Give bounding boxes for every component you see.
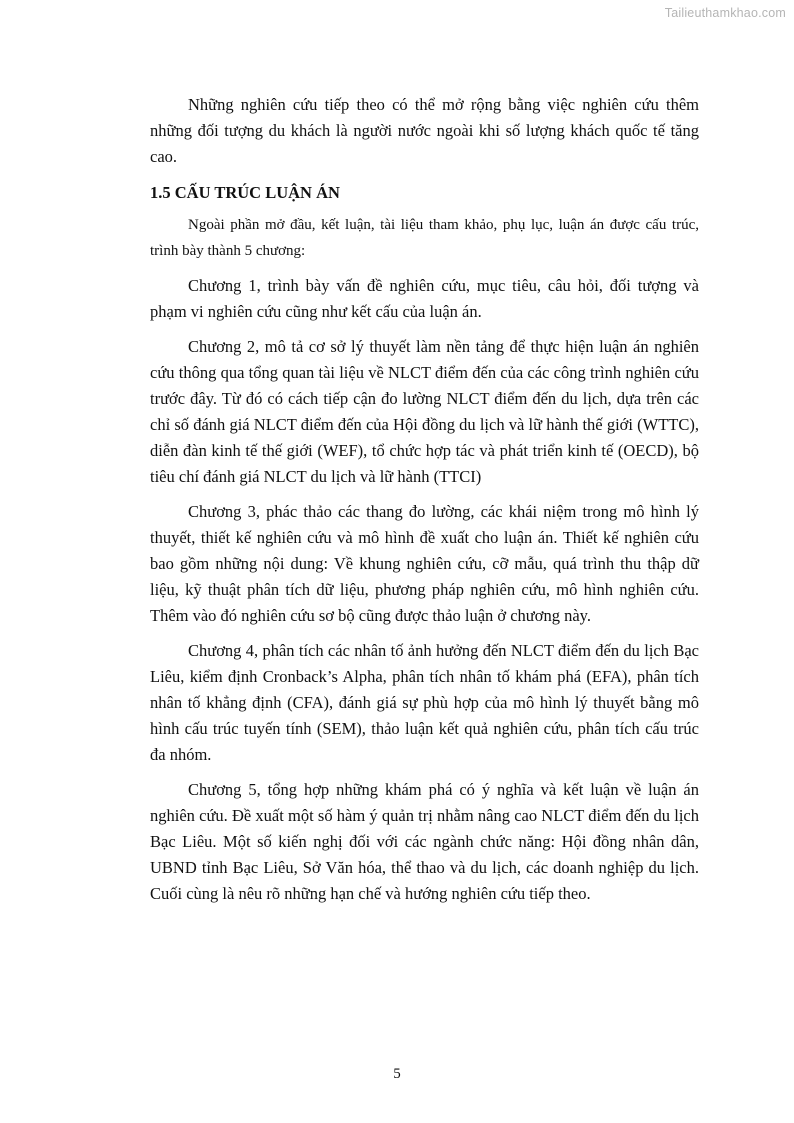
chapter-5-paragraph: Chương 5, tổng hợp những khám phá có ý nghĩa và kết luận về luận án nghiên cứu. Đề xuất một số hàm ý quản trị nhằm nâng cao NLCT điểm đến du lịch Bạc Liêu. Một số kiến nghị đối với các ngành chức năng: Hội đồng nhân dân, UBND tỉnh Bạc Liêu, Sở Văn hóa, thể thao và du lịch, các doanh nghiệp du lịch. Cuối cùng là nêu rõ những hạn chế và hướng nghiên cứu tiếp theo. <box>150 780 699 903</box>
section-heading: 1.5 CẤU TRÚC LUẬN ÁN <box>150 183 340 202</box>
watermark-text: Tailieuthamkhao.com <box>664 6 786 20</box>
page-number: 5 <box>393 1066 401 1082</box>
chapter-1-paragraph: Chương 1, trình bày vấn đề nghiên cứu, mục tiêu, câu hỏi, đối tượng và phạm vi nghiên cứu cũng như kết cấu của luận án. <box>150 276 699 321</box>
chapter-4-paragraph: Chương 4, phân tích các nhân tố ảnh hưởng đến NLCT điểm đến du lịch Bạc Liêu, kiểm định Cronback’s Alpha, phân tích nhân tố khám phá (EFA), phân tích nhân tố khẳng định (CFA), đánh giá sự phù hợp của mô hình lý thuyết bằng mô hình cấu trúc tuyến tính (SEM), thảo luận kết quả nghiên cứu, phân tích cấu trúc đa nhóm. <box>150 641 699 764</box>
chapter-3-paragraph: Chương 3, phác thảo các thang đo lường, các khái niệm trong mô hình lý thuyết, thiết kế nghiên cứu và mô hình đề xuất cho luận án. Thiết kế nghiên cứu bao gồm những nội dung: Về khung nghiên cứu, cỡ mẫu, quá trình thu thập dữ liệu, kỹ thuật phân tích dữ liệu, phương pháp nghiên cứu, mô hình nghiên cứu. Thêm vào đó nghiên cứu sơ bộ cũng được thảo luận ở chương này. <box>150 502 699 625</box>
overview-paragraph: Ngoài phần mở đầu, kết luận, tài liệu tham khảo, phụ lục, luận án được cấu trúc, trình bày thành 5 chương: <box>150 217 699 259</box>
chapter-2-paragraph: Chương 2, mô tả cơ sở lý thuyết làm nền tảng để thực hiện luận án nghiên cứu thông qua tổng quan tài liệu về NLCT điểm đến của các công trình nghiên cứu trước đây. Từ đó có cách tiếp cận đo lường NLCT điểm đến du lịch, dựa trên các chỉ số đánh giá NLCT điểm đến của Hội đồng du lịch và lữ hành thế giới (WTTC), diễn đàn kinh tế thế giới (WEF), tổ chức hợp tác và phát triển kinh tế (OECD), bộ tiêu chí đánh giá NLCT du lịch và lữ hành (TTCI) <box>150 337 699 486</box>
document-body <box>150 92 699 907</box>
intro-paragraph: Những nghiên cứu tiếp theo có thể mở rộng bằng việc nghiên cứu thêm những đối tượng du khách là người nước ngoài khi số lượng khách quốc tế tăng cao. <box>150 95 699 166</box>
